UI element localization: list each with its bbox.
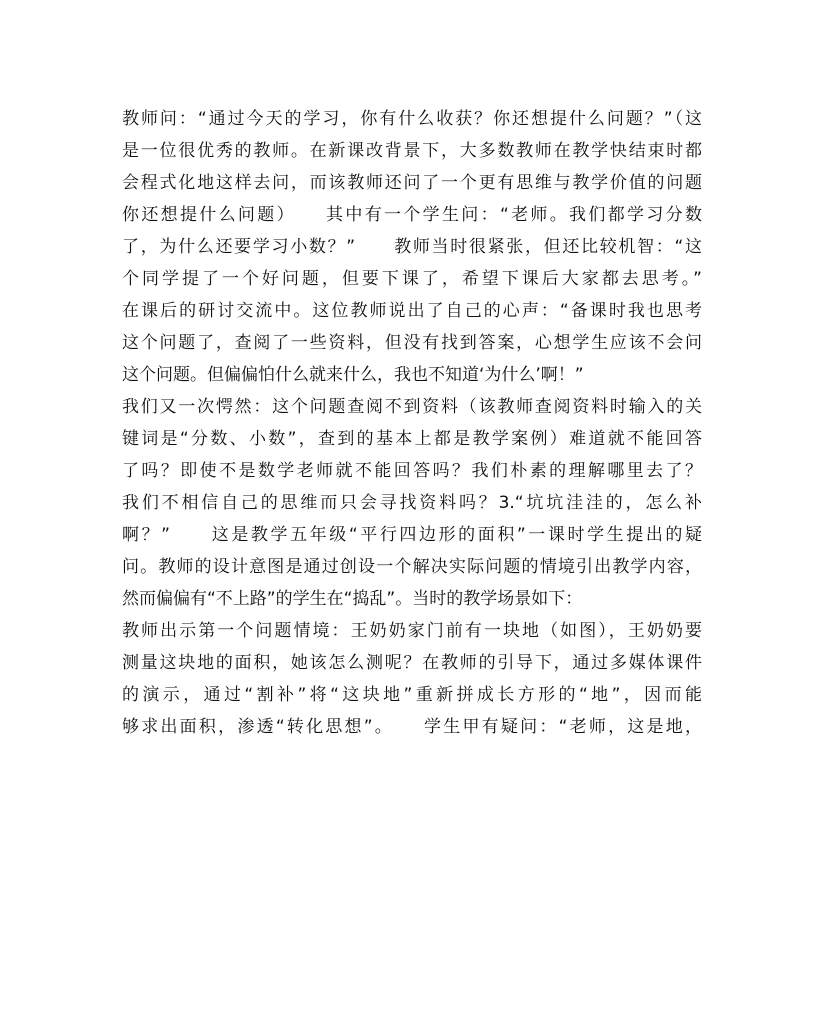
text-line: 这个问题。但偏偏怕什么就来什么，我也不知道‘为什么’啊！”	[122, 365, 584, 385]
text-line: 的演示，通过“割补”将“这块地”重新拼成长方形的“地”，因而能	[122, 685, 702, 705]
text-line: 这个问题了，查阅了一些资料，但没有找到答案，心想学生应该不会问	[122, 333, 702, 353]
body-text	[122, 103, 702, 743]
text-line: 然而偏偏有“不上路”的学生在“捣乱”。当时的教学场景如下：	[122, 589, 583, 609]
text-line: 问。教师的设计意图是通过创设一个解决实际问题的情境引出教学内容，	[122, 557, 702, 577]
text-line: 教师问：“通过今天的学习，你有什么收获？你还想提什么问题？”（这	[122, 109, 702, 129]
text-line: 教师出示第一个问题情境：王奶奶家门前有一块地（如图），王奶奶要	[122, 621, 702, 641]
text-line: 够求出面积，渗透“转化思想”。 学生甲有疑问：“老师，这是地，	[122, 717, 702, 737]
text-line: 在课后的研讨交流中。这位教师说出了自己的心声：“备课时我也思考	[122, 301, 702, 321]
text-line: 键词是“分数、小数”，查到的基本上都是教学案例）难道就不能回答	[122, 429, 702, 449]
text-line: 个同学提了一个好问题，但要下课了，希望下课后大家都去思考。”	[122, 269, 702, 289]
text-line: 会程式化地这样去问，而该教师还问了一个更有思维与教学价值的问题	[122, 173, 702, 193]
text-line: 我们又一次愕然：这个问题查阅不到资料（该教师查阅资料时输入的关	[122, 397, 702, 417]
text-line: 测量这块地的面积，她该怎么测呢？在教师的引导下，通过多媒体课件	[122, 653, 702, 673]
text-line: 你还想提什么问题） 其中有一个学生问：“老师。我们都学习分数	[122, 205, 702, 225]
text-line: 了，为什么还要学习小数？” 教师当时很紧张，但还比较机智：“这	[122, 237, 702, 257]
text-line: 是一位很优秀的教师。在新课改背景下，大多数教师在教学快结束时都	[122, 141, 702, 161]
text-line: 了吗？即使不是数学老师就不能回答吗？我们朴素的理解哪里去了？	[122, 461, 702, 481]
text-line: 我们不相信自己的思维而只会寻找资料吗？3.“坑坑洼洼的，怎么补	[122, 493, 702, 513]
text-line: 啊？” 这是教学五年级“平行四边形的面积”一课时学生提出的疑	[122, 525, 702, 545]
